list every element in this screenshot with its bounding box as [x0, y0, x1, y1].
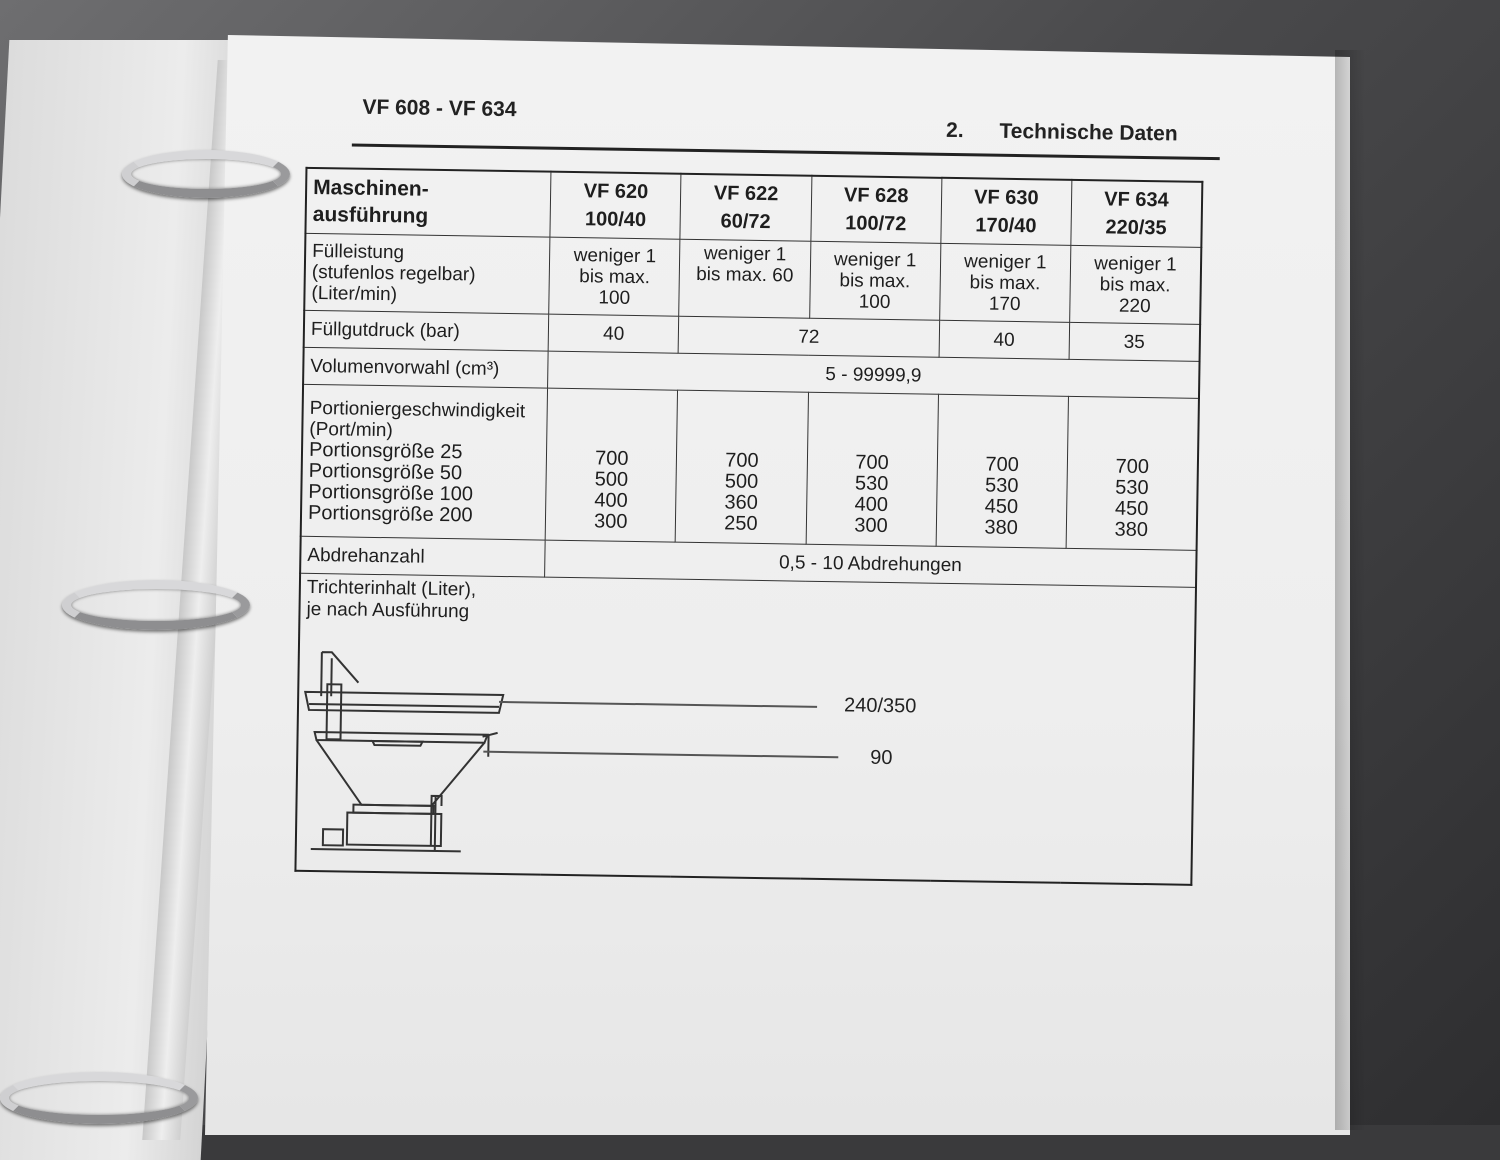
value-line: 700 [725, 449, 759, 472]
value-line: 500 [594, 468, 629, 491]
model-cell-vf620 [550, 172, 681, 240]
model-cell-vf634 [1071, 180, 1203, 248]
volume-value: 5 - 99999,9 [548, 351, 1200, 398]
label-line: Fülleistung [312, 240, 405, 263]
value-line: 700 [594, 447, 629, 470]
fill-rate-vf634 [1069, 245, 1201, 324]
value-line: weniger 1 [573, 244, 657, 267]
value-line: bis max. [969, 271, 1041, 294]
value-line: 300 [854, 514, 888, 538]
value-line: 450 [1114, 497, 1149, 521]
value-line: 700 [985, 453, 1019, 477]
pressure-vf634: 35 [1069, 322, 1200, 361]
pressure-vf620: 40 [548, 314, 679, 353]
hopper-label-line: je nach Ausführung [306, 598, 470, 623]
portioning-vf630 [936, 394, 1069, 548]
value-line: weniger 1 [703, 243, 787, 266]
header-label-line: ausführung [312, 202, 429, 228]
model-name: VF 628 [843, 184, 909, 208]
model-name: VF 630 [973, 186, 1039, 210]
section-title: Technische Daten [999, 119, 1178, 146]
model-variant: 100/72 [844, 212, 907, 236]
fill-rate-vf622 [679, 239, 810, 318]
label-line: (Liter/min) [311, 282, 398, 305]
value-line: bis max. 60 [696, 263, 794, 287]
portioning-vf628 [806, 392, 939, 546]
header-label-line: Maschinen- [312, 175, 429, 201]
value-line: 530 [854, 472, 889, 496]
value-line: 360 [724, 491, 759, 514]
fill-rate-label [304, 233, 550, 314]
portion-size-label: Portionsgröße 50 [308, 459, 463, 484]
model-variant: 60/72 [720, 210, 771, 234]
portion-size-label: Portionsgröße 100 [308, 480, 474, 505]
technical-data-table [294, 167, 1203, 886]
model-cell-vf628 [810, 176, 941, 244]
hopper-small-level-line [483, 751, 838, 758]
model-variant: 100/40 [584, 208, 647, 232]
model-variant: 170/40 [975, 214, 1037, 238]
volume-label: Volumenvorwahl (cm³) [303, 347, 548, 388]
value-line: 100 [598, 286, 631, 309]
model-name: VF 622 [713, 182, 779, 206]
fill-rate-vf620 [549, 237, 680, 316]
section-number: 2. [945, 118, 964, 143]
value-line: weniger 1 [963, 250, 1047, 273]
value-line: 530 [984, 474, 1019, 498]
value-line: weniger 1 [833, 248, 917, 271]
value-line: 250 [724, 512, 758, 535]
value-line: bis max. [839, 269, 911, 292]
value-line: 170 [988, 293, 1021, 315]
value-line: weniger 1 [1094, 252, 1177, 276]
model-name: VF 620 [583, 180, 649, 204]
hopper-large-capacity: 240/350 [843, 694, 917, 718]
value-line: 220 [1118, 295, 1151, 317]
table-row [301, 384, 1199, 550]
hopper-label-line: Trichterinhalt (Liter), [306, 576, 477, 601]
value-line: 700 [855, 451, 889, 475]
portion-size-label: Portionsgröße 200 [307, 501, 473, 526]
value-line: 500 [724, 470, 759, 493]
model-cell-vf622 [680, 174, 811, 242]
twists-value: 0,5 - 10 Abdrehungen [545, 540, 1197, 587]
hopper-cell [295, 573, 1196, 885]
portion-size-label: Portionsgröße 25 [308, 438, 463, 463]
portioning-vf634 [1066, 396, 1199, 550]
value-line: 300 [593, 510, 628, 533]
value-line: 400 [594, 489, 628, 512]
model-name: VF 634 [1104, 188, 1169, 212]
portioning-vf620 [545, 388, 678, 542]
hopper-small-capacity: 90 [870, 746, 893, 770]
value-line: 700 [1115, 455, 1150, 479]
fill-rate-vf630 [939, 243, 1070, 322]
value-line: bis max. [579, 265, 651, 288]
hopper-large-level-line [499, 701, 817, 707]
value-line: 380 [984, 516, 1018, 540]
header-rule [352, 144, 1220, 161]
fill-rate-vf628 [809, 241, 940, 320]
model-cell-vf630 [941, 178, 1072, 246]
portioning-label [301, 384, 548, 540]
header-label-cell [305, 168, 551, 237]
pressure-vf630: 40 [939, 320, 1070, 359]
value-line: 400 [854, 493, 889, 517]
table-row [304, 233, 1201, 324]
section-heading [946, 119, 1178, 147]
value-line: 380 [1114, 518, 1149, 542]
value-line: 530 [1115, 476, 1149, 500]
twists-label: Abdrehanzahl [300, 536, 545, 577]
model-range-heading: VF 608 - VF 634 [362, 95, 517, 122]
label-line: Portioniergeschwindigkeit [309, 397, 526, 422]
hopper-diagram-icon [301, 644, 514, 862]
label-line: (stufenlos regelbar) [311, 261, 476, 286]
pressure-vf622-vf628: 72 [678, 316, 939, 357]
portioning-vf622 [676, 390, 809, 544]
pressure-label: Füllgutdruck (bar) [304, 310, 549, 351]
model-variant: 220/35 [1105, 216, 1167, 240]
value-line: 100 [858, 291, 891, 313]
value-line: bis max. [1099, 273, 1171, 296]
label-line: (Port/min) [309, 418, 393, 441]
table-row [295, 573, 1196, 885]
value-line: 450 [984, 495, 1019, 519]
